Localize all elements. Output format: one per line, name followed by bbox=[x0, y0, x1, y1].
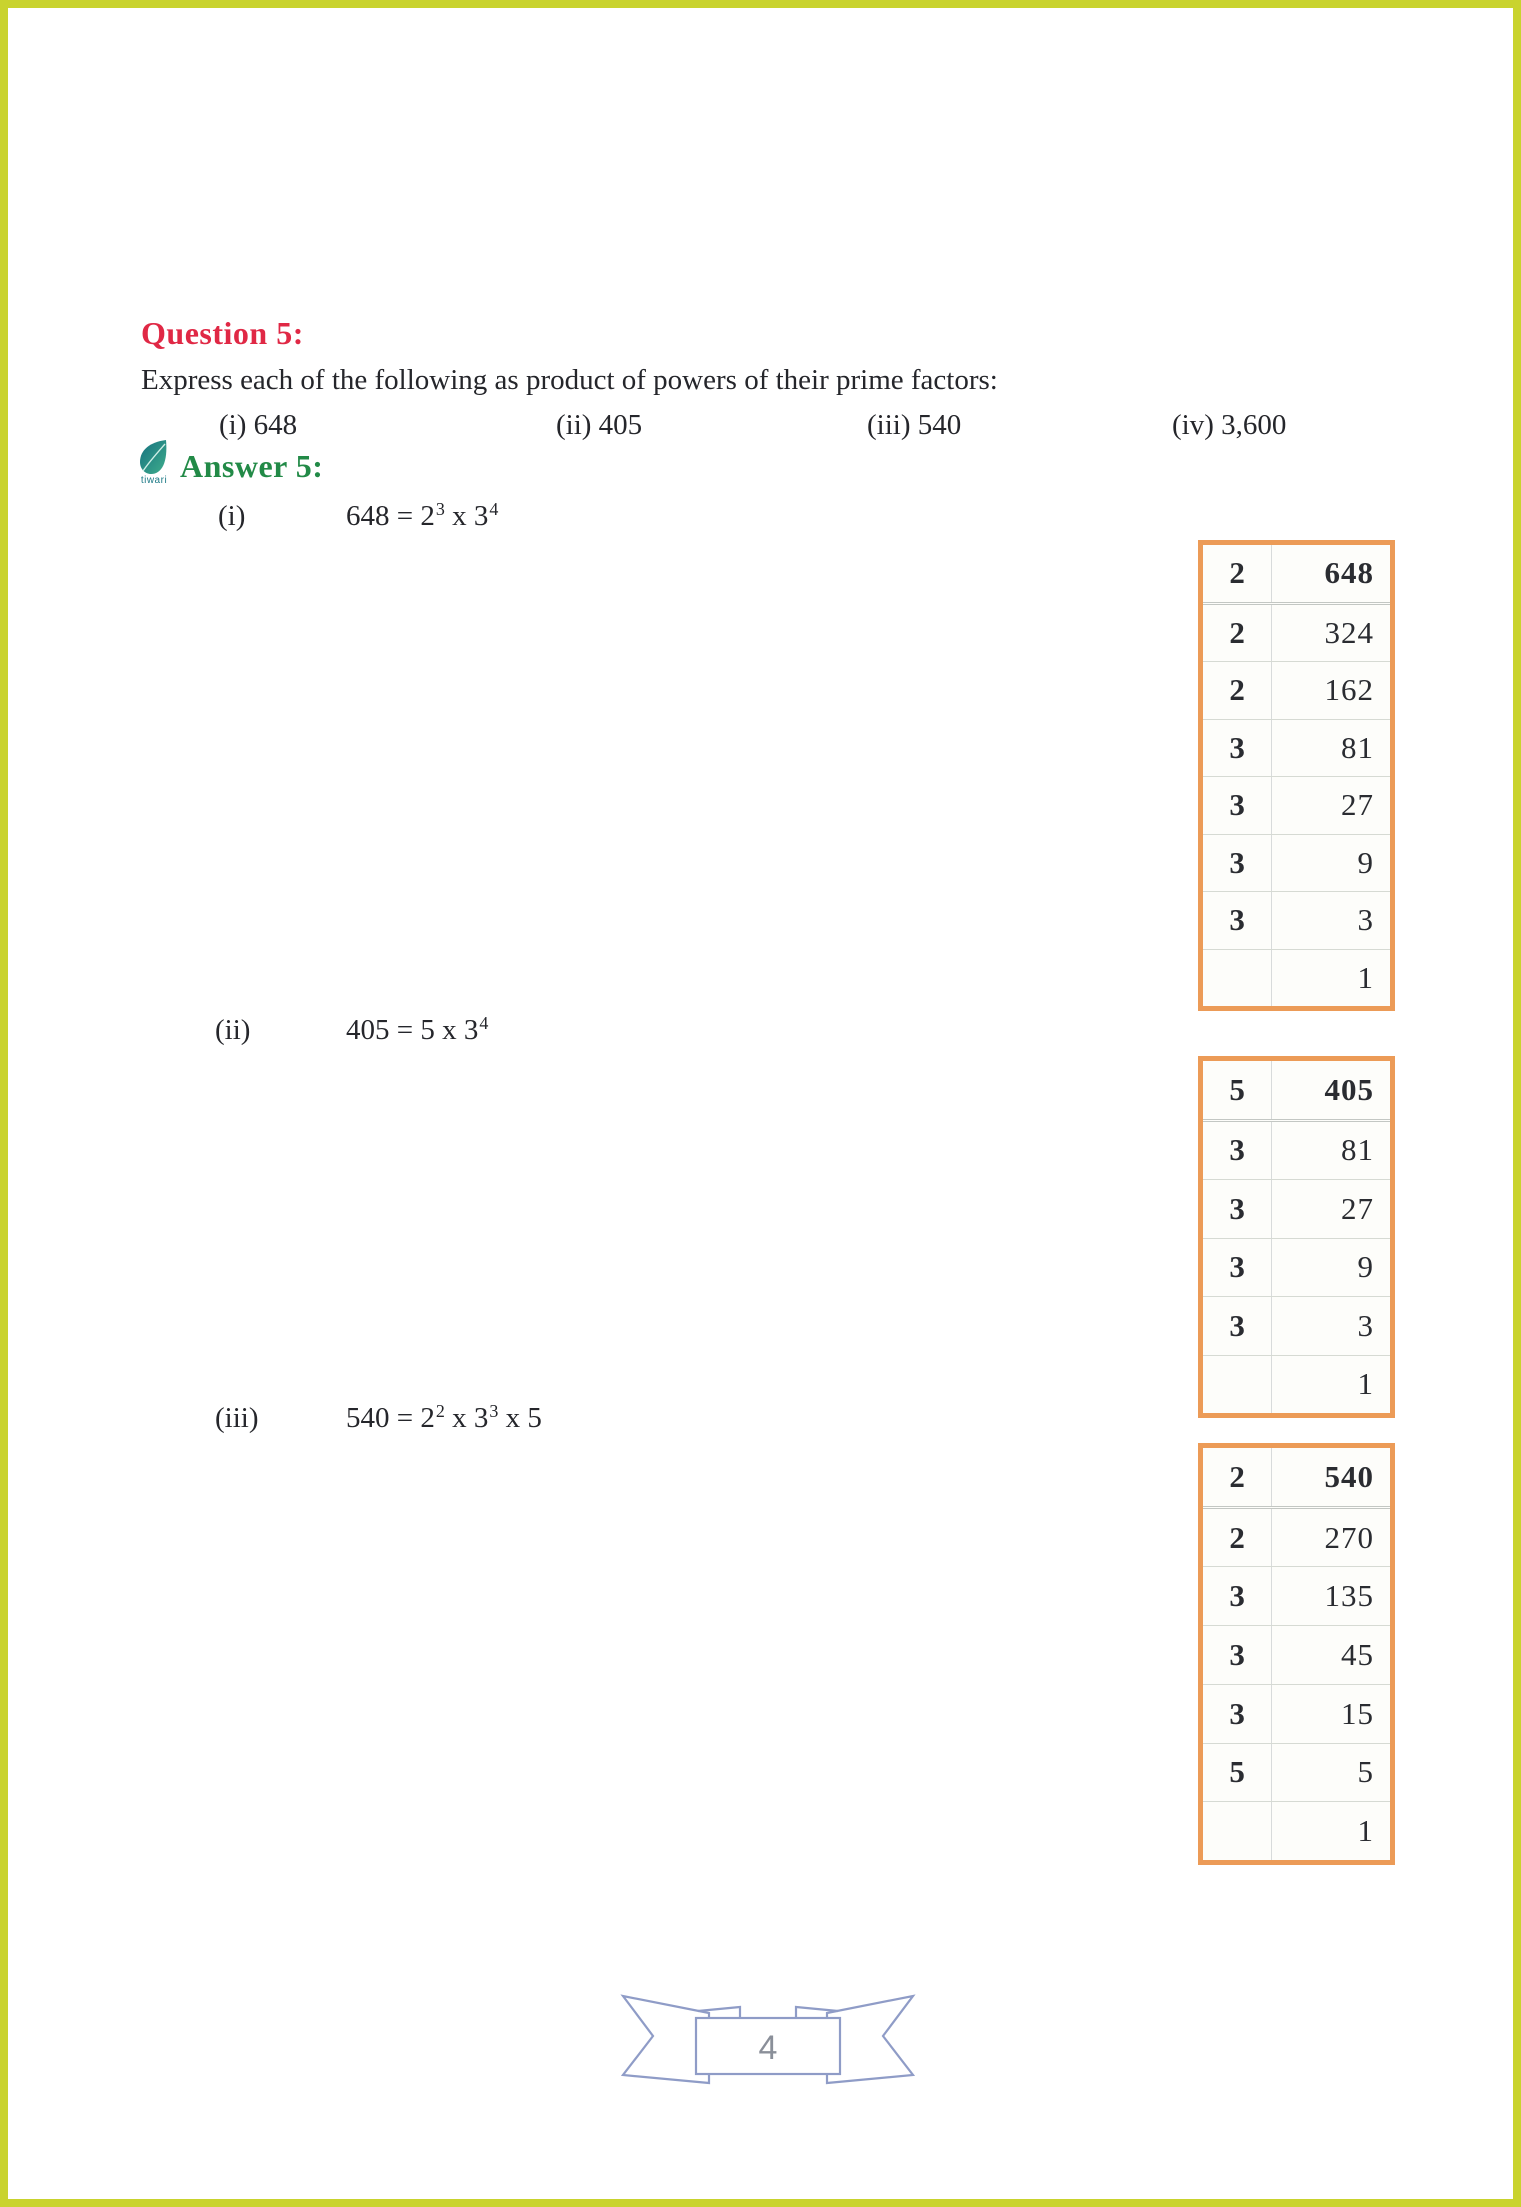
ribbon-banner-icon bbox=[605, 1986, 925, 2096]
expr-text: x 3 bbox=[444, 500, 489, 532]
table-row bbox=[1203, 545, 1390, 605]
divisor-cell: 3 bbox=[1203, 720, 1272, 777]
divisor-cell: 2 bbox=[1203, 1509, 1272, 1567]
divisor-cell: 5 bbox=[1203, 1744, 1272, 1802]
divisor-cell: 3 bbox=[1203, 1567, 1272, 1625]
table-row bbox=[1203, 1356, 1390, 1414]
value-cell: 405 bbox=[1324, 1071, 1374, 1107]
answer-label-ii: (ii) bbox=[215, 1014, 251, 1046]
divisor-cell bbox=[1203, 1356, 1272, 1414]
table-row bbox=[1203, 1685, 1390, 1744]
expr-text: 540 = 2 bbox=[346, 1402, 435, 1434]
value-cell: 135 bbox=[1324, 1578, 1374, 1614]
table-row bbox=[1203, 1239, 1390, 1298]
answer-expression-540 bbox=[346, 1402, 542, 1435]
value-cell: 5 bbox=[1357, 1754, 1374, 1790]
divisor-cell: 3 bbox=[1203, 1122, 1272, 1180]
question-item-iv: (iv) 3,600 bbox=[1172, 409, 1287, 441]
value-cell: 9 bbox=[1357, 844, 1374, 880]
prime-factor-table-648 bbox=[1198, 540, 1395, 1011]
value-cell: 15 bbox=[1341, 1695, 1374, 1731]
value-cell: 1 bbox=[1357, 959, 1374, 995]
question-item-iii: (iii) 540 bbox=[867, 409, 962, 441]
value-cell: 81 bbox=[1341, 729, 1374, 765]
table-row bbox=[1203, 1180, 1390, 1239]
table-row bbox=[1203, 892, 1390, 950]
table-row bbox=[1203, 720, 1390, 778]
table-row bbox=[1203, 1802, 1390, 1860]
exponent: 3 bbox=[489, 1401, 499, 1422]
tiwari-academy-logo bbox=[134, 438, 174, 490]
divisor-cell: 2 bbox=[1203, 1448, 1272, 1506]
value-cell: 162 bbox=[1324, 672, 1374, 708]
divisor-cell: 2 bbox=[1203, 545, 1272, 602]
value-cell: 3 bbox=[1357, 1307, 1374, 1343]
exponent: 3 bbox=[435, 499, 445, 520]
table-row bbox=[1203, 1744, 1390, 1803]
page-number: 4 bbox=[758, 2029, 778, 2067]
table-row bbox=[1203, 1297, 1390, 1356]
divisor-cell: 3 bbox=[1203, 1297, 1272, 1355]
question-prompt: Express each of the following as product of powers of their prime factors: bbox=[141, 364, 998, 396]
divisor-cell: 3 bbox=[1203, 1626, 1272, 1684]
answer-label-iii: (iii) bbox=[215, 1402, 259, 1434]
value-cell: 3 bbox=[1357, 902, 1374, 938]
divisor-cell: 3 bbox=[1203, 777, 1272, 834]
leaf-icon bbox=[136, 438, 172, 476]
value-cell: 9 bbox=[1357, 1249, 1374, 1285]
table-row bbox=[1203, 1626, 1390, 1685]
table-row bbox=[1203, 777, 1390, 835]
question-title: Question 5: bbox=[141, 315, 304, 351]
divisor-cell: 3 bbox=[1203, 1180, 1272, 1238]
question-item-i: (i) 648 bbox=[219, 409, 298, 441]
value-cell: 324 bbox=[1324, 614, 1374, 650]
divisor-cell bbox=[1203, 1802, 1272, 1860]
divisor-cell: 5 bbox=[1203, 1061, 1272, 1119]
answer-expression-648 bbox=[346, 500, 498, 533]
value-cell: 27 bbox=[1341, 1190, 1374, 1226]
table-row bbox=[1203, 950, 1390, 1007]
question-item-ii: (ii) 405 bbox=[556, 409, 643, 441]
divisor-cell: 3 bbox=[1203, 892, 1272, 949]
value-cell: 45 bbox=[1341, 1637, 1374, 1673]
divisor-cell: 3 bbox=[1203, 1685, 1272, 1743]
page-number-ribbon bbox=[605, 1986, 925, 2101]
expr-text: 648 = 2 bbox=[346, 500, 435, 532]
divisor-cell bbox=[1203, 950, 1272, 1007]
value-cell: 540 bbox=[1324, 1458, 1374, 1494]
value-cell: 648 bbox=[1324, 555, 1374, 591]
table-row bbox=[1203, 1567, 1390, 1626]
table-row bbox=[1203, 835, 1390, 893]
exponent: 4 bbox=[489, 499, 499, 520]
table-row bbox=[1203, 1448, 1390, 1509]
value-cell: 27 bbox=[1341, 787, 1374, 823]
table-row bbox=[1203, 1061, 1390, 1122]
logo-text: tiwari bbox=[140, 475, 168, 486]
exponent: 4 bbox=[479, 1013, 489, 1034]
value-cell: 1 bbox=[1357, 1813, 1374, 1849]
expr-text: x 3 bbox=[444, 1402, 489, 1434]
divisor-cell: 3 bbox=[1203, 1239, 1272, 1297]
answer-expression-405 bbox=[346, 1014, 489, 1047]
divisor-cell: 2 bbox=[1203, 605, 1272, 662]
table-row bbox=[1203, 662, 1390, 720]
divisor-cell: 3 bbox=[1203, 835, 1272, 892]
answer-title: Answer 5: bbox=[180, 448, 324, 484]
expr-text: 405 = 5 x 3 bbox=[346, 1014, 479, 1046]
prime-factor-table-540 bbox=[1198, 1443, 1395, 1865]
exponent: 2 bbox=[435, 1401, 445, 1422]
expr-text: x 5 bbox=[498, 1402, 542, 1434]
table-row bbox=[1203, 605, 1390, 663]
answer-label-i: (i) bbox=[218, 500, 246, 532]
value-cell: 1 bbox=[1357, 1366, 1374, 1402]
value-cell: 270 bbox=[1324, 1519, 1374, 1555]
value-cell: 81 bbox=[1341, 1132, 1374, 1168]
divisor-cell: 2 bbox=[1203, 662, 1272, 719]
table-row bbox=[1203, 1122, 1390, 1181]
table-row bbox=[1203, 1509, 1390, 1568]
prime-factor-table-405 bbox=[1198, 1056, 1395, 1418]
